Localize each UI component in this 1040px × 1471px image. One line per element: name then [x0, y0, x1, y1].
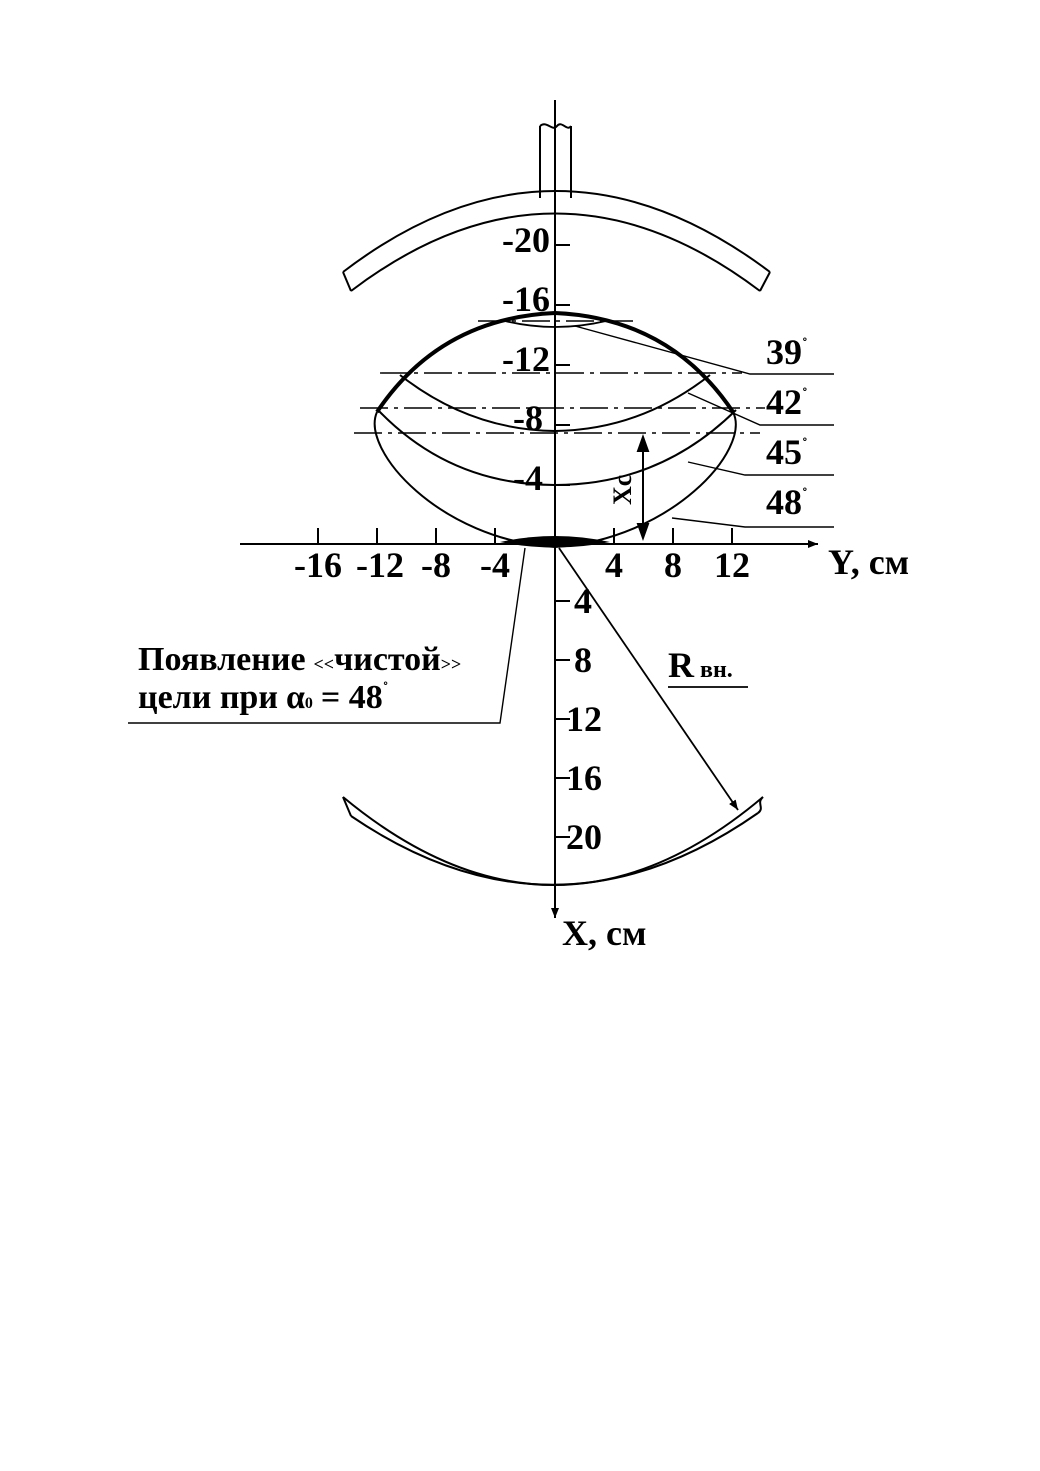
y-tick-label: 8 [664, 545, 682, 585]
angle-label-42: 42˚ [766, 382, 808, 422]
x-tick-label: 12 [566, 699, 602, 739]
x-tick-label: 16 [566, 758, 602, 798]
y-tick-label: -8 [421, 545, 451, 585]
angle-label-39: 39˚ [766, 332, 808, 372]
angle-labels [766, 332, 808, 522]
lower-wall [343, 797, 763, 885]
x-axis-title: X, см [562, 913, 647, 953]
y-tick-label: 4 [605, 545, 623, 585]
annotation-line-2: цели при α0 = 48˚ [138, 679, 389, 716]
y-tick-label: 12 [714, 545, 750, 585]
x-tick-label: 20 [566, 817, 602, 857]
y-tick-label: -12 [356, 545, 404, 585]
y-tick-label: -16 [294, 545, 342, 585]
x-tick-label: -8 [513, 398, 543, 438]
annotation-line-1: Появление <<чистой>> [138, 641, 462, 678]
x-tick-label: -4 [513, 458, 543, 498]
angle-label-48: 48˚ [766, 482, 808, 522]
clean-target-region [500, 536, 610, 548]
xc-label: Xc [608, 474, 637, 505]
angle-label-45: 45˚ [766, 432, 808, 472]
x-tick-label: -12 [502, 339, 550, 379]
clean-target-annotation [138, 641, 461, 716]
x-tick-label: -20 [502, 220, 550, 260]
radius-label: Rвн. [668, 645, 733, 685]
x-tick-label: -16 [502, 279, 550, 319]
y-tick-label: -4 [480, 545, 510, 585]
upper-wall [343, 191, 770, 291]
y-axis-title: Y, см [828, 542, 910, 582]
x-tick-label: 4 [574, 581, 592, 621]
x-tick-label: 8 [574, 640, 592, 680]
contour-45 [378, 410, 736, 485]
